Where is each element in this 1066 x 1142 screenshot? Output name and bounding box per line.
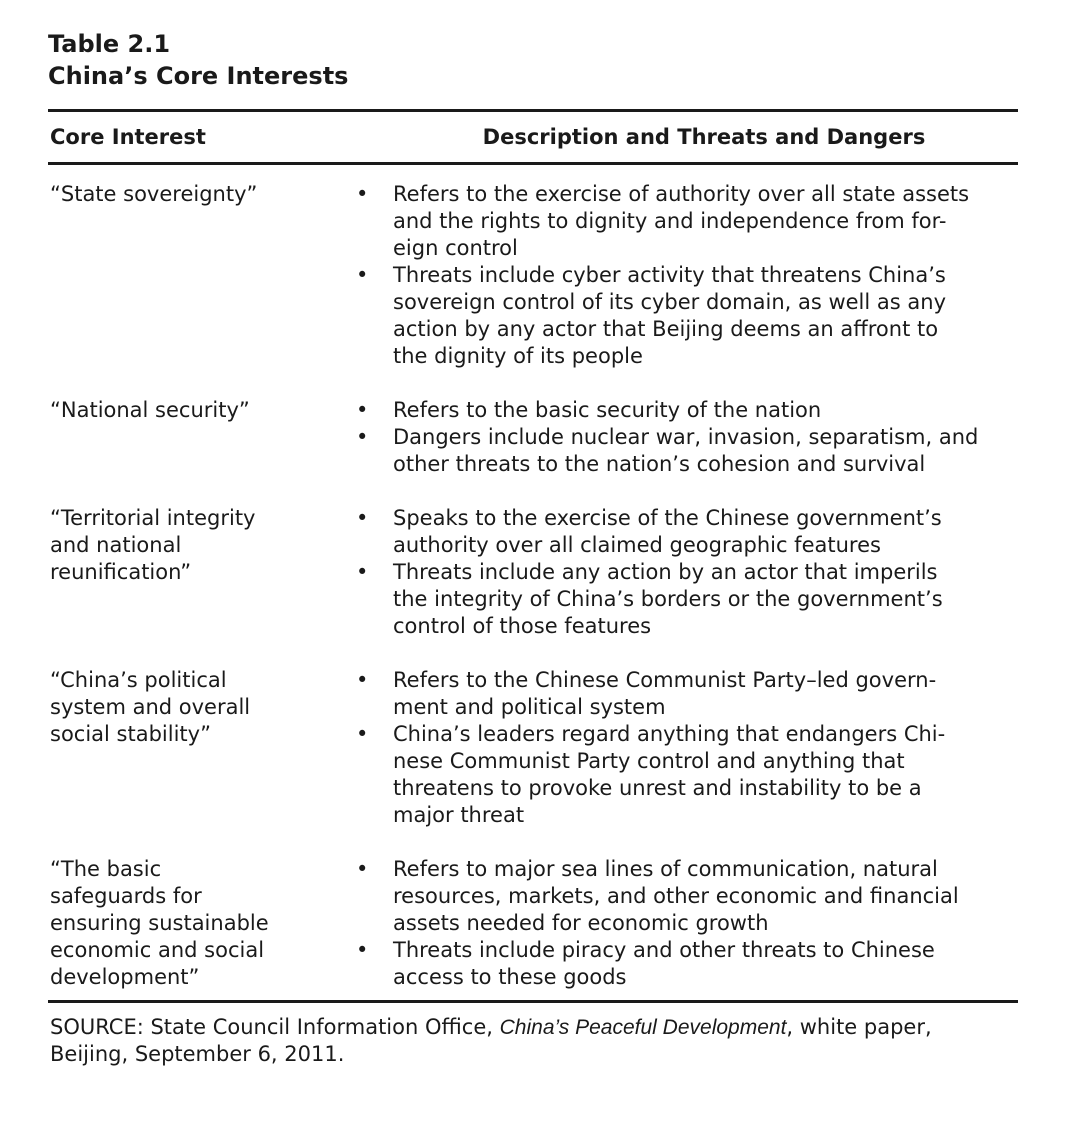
description-item <box>350 559 1018 640</box>
description-list <box>350 505 1018 640</box>
description-text: Refers to the exercise of authority over all state assets and the rights to dignity and independence from for- eign control <box>393 182 970 260</box>
bullet-icon: • <box>356 182 369 206</box>
source-prefix: SOURCE: State Council Information Office, <box>50 1015 500 1039</box>
description-list <box>350 181 1018 370</box>
description-text: Refers to major sea lines of communication, natural resources, markets, and other economic and financial assets needed for economic growth <box>393 857 959 935</box>
core-interest-cell: “National security” <box>50 398 250 422</box>
description-item <box>350 721 1018 829</box>
document <box>48 28 1018 1068</box>
bullet-icon: • <box>356 425 369 449</box>
column-header-description: Description and Threats and Dangers <box>482 125 926 149</box>
description-list <box>350 856 1018 991</box>
column-header-core-interest: Core Interest <box>50 125 206 149</box>
description-text: Threats include cyber activity that threatens China’s sovereign control of its cyber domain, as well as any action by any actor that Beijing deems an affront to the dignity of its people <box>393 263 946 368</box>
core-interest-cell: “Territorial integrity and national reunification” <box>50 506 256 584</box>
description-item <box>350 937 1018 991</box>
description-text: Speaks to the exercise of the Chinese government’s authority over all claimed geographic features <box>393 506 942 557</box>
description-item <box>350 397 1018 424</box>
description-text: Refers to the Chinese Communist Party–led govern- ment and political system <box>393 668 937 719</box>
description-item <box>350 856 1018 937</box>
table-row <box>48 856 1018 991</box>
bullet-icon: • <box>356 668 369 692</box>
source-suffix: , white paper, Beijing, September 6, 2011. <box>50 1015 932 1066</box>
core-interest-cell: “China’s political system and overall social stability” <box>50 668 251 746</box>
core-interest-cell: “State sovereignty” <box>50 182 258 206</box>
bullet-icon: • <box>356 722 369 746</box>
bullet-icon: • <box>356 938 369 962</box>
table-row <box>48 397 1018 478</box>
bullet-icon: • <box>356 398 369 422</box>
table-title: China’s Core Interests <box>48 62 349 90</box>
table-body <box>48 165 1018 991</box>
table-number: Table 2.1 <box>48 30 171 58</box>
table-header <box>48 112 1018 162</box>
description-text: Threats include any action by an actor that imperils the integrity of China’s borders or the government’s control of those features <box>393 560 943 638</box>
description-text: Refers to the basic security of the nation <box>393 398 822 422</box>
table-row <box>48 505 1018 640</box>
description-item <box>350 424 1018 478</box>
description-text: China’s leaders regard anything that endangers Chi- nese Communist Party control and anything that threatens to provoke unrest and instability to be a major threat <box>393 722 946 827</box>
description-text: Threats include piracy and other threats to Chinese access to these goods <box>393 938 935 989</box>
description-item <box>350 181 1018 262</box>
bullet-icon: • <box>356 263 369 287</box>
source-work-title: China’s Peaceful Development <box>499 1016 787 1039</box>
core-interest-cell: “The basic safeguards for ensuring sustainable economic and social development” <box>50 857 269 989</box>
bullet-icon: • <box>356 506 369 530</box>
table-row <box>48 181 1018 370</box>
table-row <box>48 667 1018 829</box>
source-note <box>48 1014 980 1068</box>
table-bottom-rule <box>48 1000 1018 1003</box>
description-text: Dangers include nuclear war, invasion, separatism, and other threats to the nation’s cohesion and survival <box>393 425 979 476</box>
bullet-icon: • <box>356 560 369 584</box>
description-list <box>350 667 1018 829</box>
description-item <box>350 505 1018 559</box>
description-list <box>350 397 1018 478</box>
description-item <box>350 262 1018 370</box>
description-item <box>350 667 1018 721</box>
bullet-icon: • <box>356 857 369 881</box>
